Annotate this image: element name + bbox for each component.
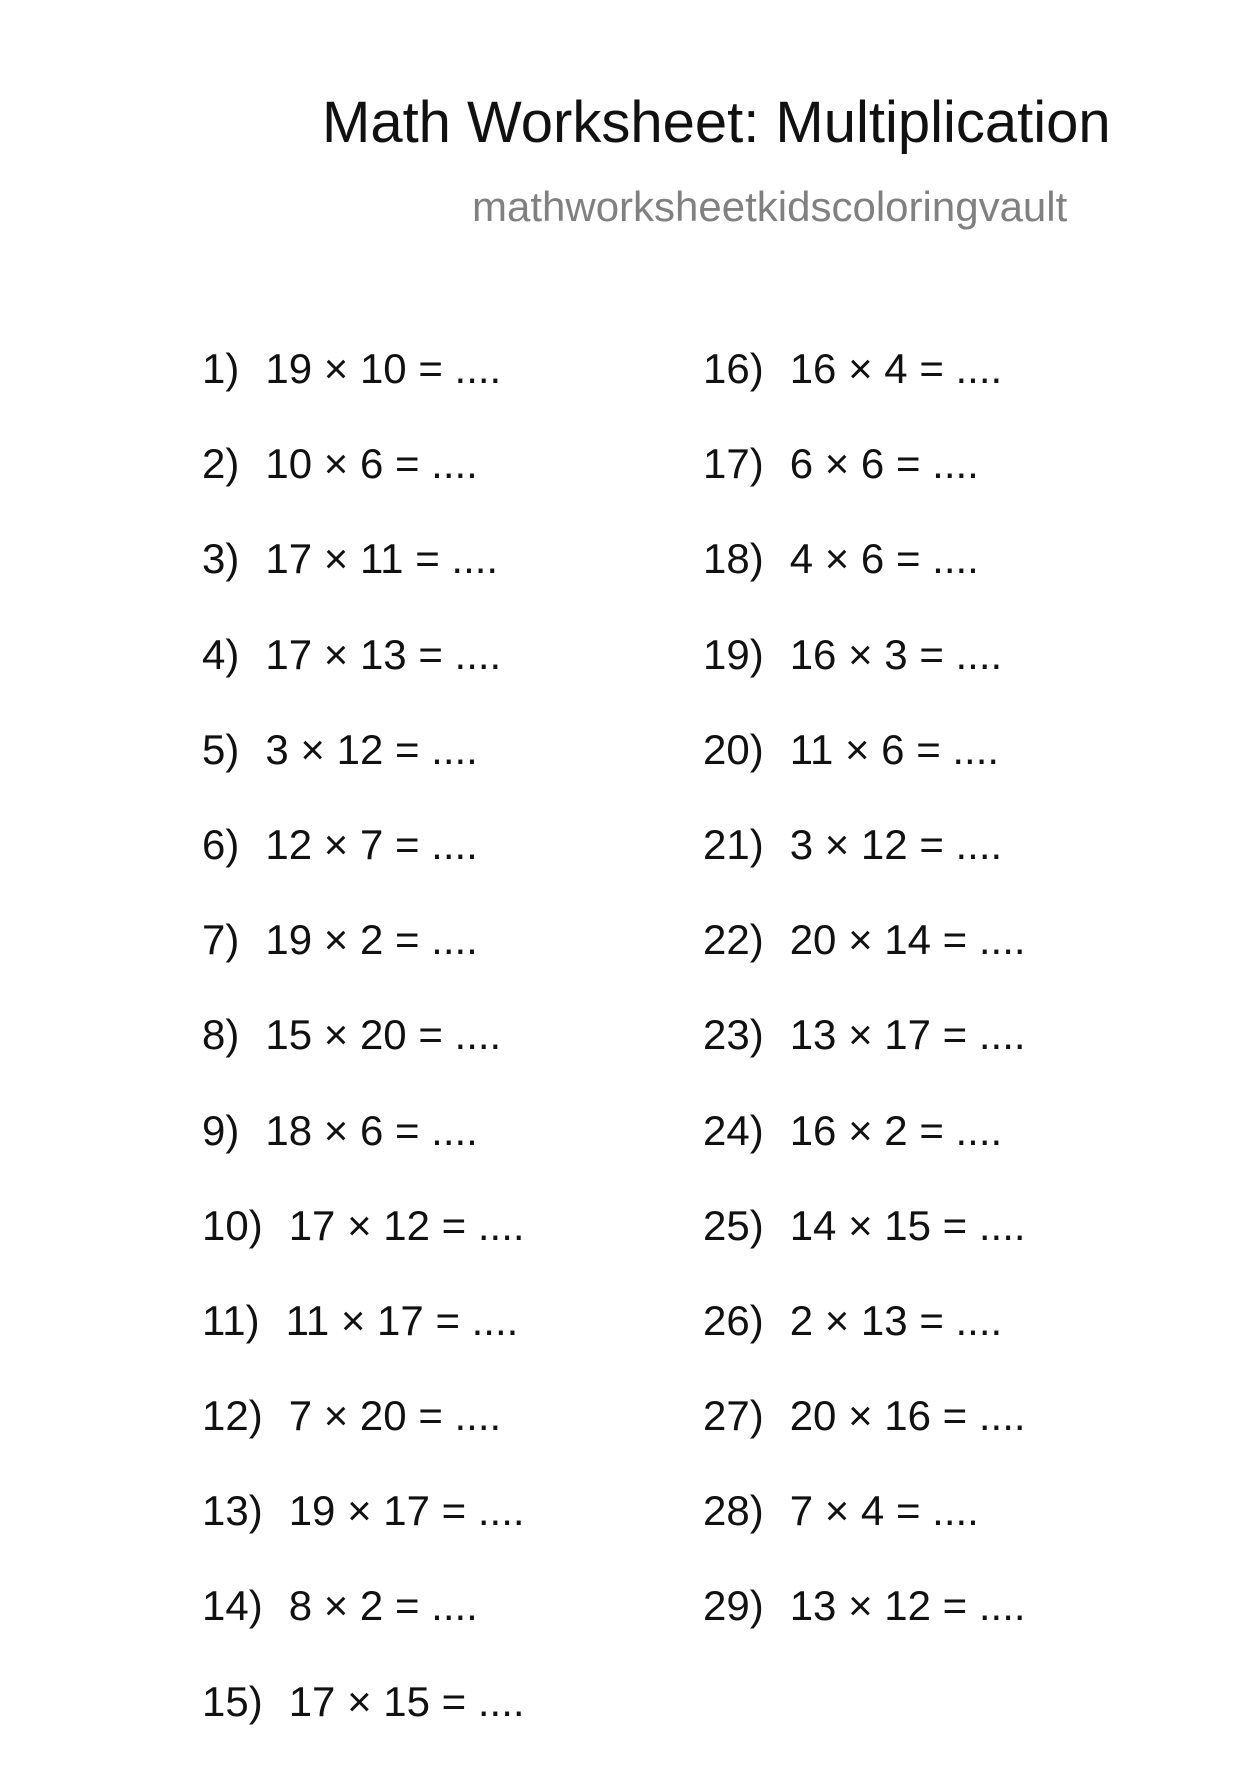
problem-number: 9) — [202, 1106, 240, 1154]
problem-item — [202, 1582, 525, 1680]
problem-expression: 20 × 14 = .... — [789, 916, 1026, 964]
problem-number: 24) — [703, 1106, 764, 1154]
problem-item — [703, 725, 1026, 824]
problem-column-right — [703, 345, 1026, 1681]
problem-item — [202, 630, 525, 729]
problem-item — [202, 1677, 525, 1776]
problem-item — [703, 820, 1026, 919]
problem-number: 1) — [202, 345, 240, 392]
problem-number: 27) — [703, 1392, 764, 1440]
problem-number: 6) — [202, 820, 240, 868]
problem-expression: 4 × 6 = .... — [789, 535, 979, 583]
problem-expression: 14 × 15 = .... — [789, 1201, 1026, 1249]
problem-expression: 19 × 10 = .... — [265, 345, 502, 392]
problem-item — [202, 1106, 525, 1205]
problem-item — [703, 535, 1026, 633]
problem-number: 11) — [202, 1296, 260, 1344]
problem-item — [703, 1582, 1026, 1680]
problem-item — [202, 535, 525, 633]
problem-number: 7) — [202, 916, 240, 964]
problem-number: 10) — [202, 1201, 263, 1249]
problem-number: 2) — [202, 440, 240, 488]
problem-number: 21) — [703, 820, 764, 868]
problem-expression: 3 × 12 = .... — [789, 820, 1003, 868]
problem-expression: 16 × 3 = .... — [789, 630, 1003, 678]
problem-item — [703, 1392, 1026, 1490]
problem-expression: 8 × 2 = .... — [288, 1582, 478, 1630]
problem-expression: 15 × 20 = .... — [265, 1011, 502, 1059]
problem-expression: 17 × 15 = .... — [288, 1677, 525, 1725]
problem-expression: 3 × 12 = .... — [265, 725, 478, 773]
problem-number: 19) — [703, 630, 764, 678]
problem-item — [703, 1011, 1026, 1109]
problem-item — [202, 1201, 525, 1300]
problem-expression: 7 × 4 = .... — [789, 1487, 979, 1535]
problem-item — [703, 1487, 1026, 1585]
problem-number: 28) — [703, 1487, 764, 1535]
problem-number: 17) — [703, 440, 764, 488]
problem-expression: 16 × 4 = .... — [789, 345, 1003, 392]
problem-number: 26) — [703, 1296, 764, 1344]
problem-number: 14) — [202, 1582, 263, 1630]
problem-item — [202, 1296, 525, 1395]
problem-number: 16) — [703, 345, 764, 392]
problem-expression: 19 × 17 = .... — [288, 1487, 525, 1535]
problem-item — [703, 1296, 1026, 1395]
problem-expression: 11 × 6 = .... — [789, 725, 1000, 773]
problem-expression: 17 × 12 = .... — [288, 1201, 525, 1249]
problem-expression: 17 × 13 = .... — [265, 630, 502, 678]
problem-expression: 2 × 13 = .... — [789, 1296, 1003, 1344]
problem-column-left — [202, 345, 525, 1776]
problem-item — [703, 1106, 1026, 1205]
problem-expression: 17 × 11 = .... — [265, 535, 499, 583]
problem-expression: 6 × 6 = .... — [789, 440, 979, 488]
problem-expression: 13 × 17 = .... — [789, 1011, 1026, 1059]
problem-item — [703, 916, 1026, 1014]
problem-number: 3) — [202, 535, 240, 583]
problem-item — [703, 630, 1026, 729]
problem-expression: 20 × 16 = .... — [789, 1392, 1026, 1440]
problem-item — [202, 440, 525, 538]
problem-expression: 11 × 17 = .... — [285, 1296, 519, 1344]
worksheet-title: Math Worksheet: Multiplication — [322, 90, 1111, 155]
problem-number: 5) — [202, 725, 240, 773]
problem-number: 12) — [202, 1392, 263, 1440]
problem-item — [202, 820, 525, 919]
problem-expression: 19 × 2 = .... — [265, 916, 478, 964]
problem-item — [202, 916, 525, 1014]
problem-number: 4) — [202, 630, 240, 678]
problem-expression: 10 × 6 = .... — [265, 440, 478, 488]
problem-number: 8) — [202, 1011, 240, 1059]
problem-item — [703, 440, 1026, 538]
problem-expression: 18 × 6 = .... — [265, 1106, 478, 1154]
problem-expression: 16 × 2 = .... — [789, 1106, 1003, 1154]
problem-number: 25) — [703, 1201, 764, 1249]
problem-item — [202, 1392, 525, 1490]
problem-expression: 13 × 12 = .... — [789, 1582, 1026, 1630]
problem-expression: 7 × 20 = .... — [288, 1392, 502, 1440]
problem-expression: 12 × 7 = .... — [265, 820, 478, 868]
problem-number: 13) — [202, 1487, 263, 1535]
problem-number: 18) — [703, 535, 764, 583]
problem-item — [703, 1201, 1026, 1300]
problem-number: 23) — [703, 1011, 764, 1059]
problem-number: 15) — [202, 1677, 263, 1725]
problem-number: 29) — [703, 1582, 764, 1630]
problem-item — [202, 725, 525, 824]
problem-item — [202, 345, 525, 443]
problem-item — [202, 1011, 525, 1109]
problem-number: 20) — [703, 725, 764, 773]
problem-number: 22) — [703, 916, 764, 964]
problem-item — [202, 1487, 525, 1585]
problem-item — [703, 345, 1026, 443]
worksheet-subtitle: mathworksheetkidscoloringvault — [472, 183, 1068, 230]
